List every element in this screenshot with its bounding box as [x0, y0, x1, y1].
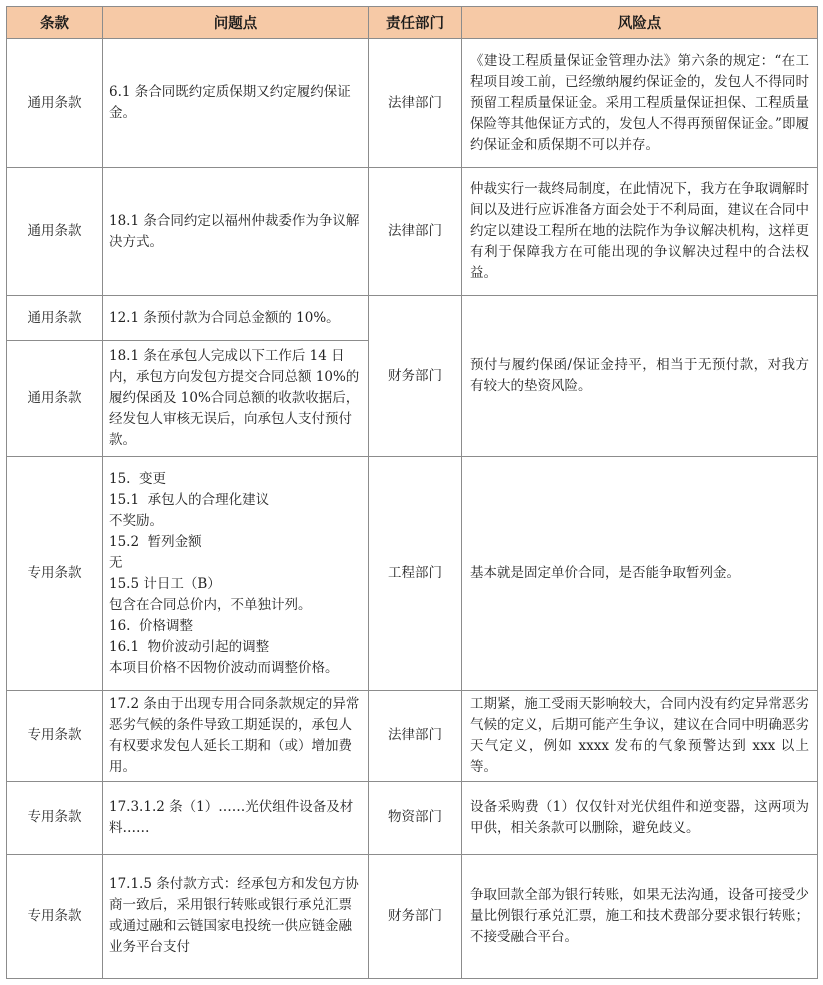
table-row: [7, 168, 818, 296]
issue-line: 不奖励。: [109, 512, 163, 529]
clause-cell: 通用条款: [7, 39, 103, 168]
header-dept: 责任部门: [369, 7, 462, 39]
issue-cell: 17.2 条由于出现专用合同条款规定的异常恶劣气候的条件导致工期延误的，承包人有权要求发包人延长工期和（或）增加费用。: [103, 690, 369, 781]
clause-cell: 通用条款: [7, 168, 103, 296]
issue-cell: 12.1 条预付款为合同总金额的 10%。: [103, 296, 369, 341]
clause-cell: 专用条款: [7, 854, 103, 978]
table-row: [7, 457, 818, 690]
clause-cell: 通用条款: [7, 296, 103, 341]
table-row: [7, 781, 818, 854]
issue-cell: [103, 457, 369, 690]
issue-cell: 6.1 条合同既约定质保期又约定履约保证金。: [103, 39, 369, 168]
issue-line: 16.1 物价波动引起的调整: [109, 638, 270, 655]
dept-cell: 财务部门: [369, 854, 462, 978]
dept-cell: 法律部门: [369, 168, 462, 296]
header-risk: 风险点: [462, 7, 818, 39]
table-row: [7, 690, 818, 781]
risk-cell: 设备采购费（1）仅仅针对光伏组件和逆变器，这两项为甲供，相关条款可以删除，避免歧义。: [462, 781, 818, 854]
issue-line: 本项目价格不因物价波动而调整价格。: [109, 659, 339, 676]
dept-cell: 财务部门: [369, 296, 462, 457]
dept-cell: 工程部门: [369, 457, 462, 690]
issue-cell: 17.1.5 条付款方式：经承包方和发包方协商一致后，采用银行转账或银行承兑汇票或通过融和云链国家电投统一供应链金融业务平台支付: [103, 854, 369, 978]
clause-cell: 专用条款: [7, 781, 103, 854]
issue-cell: 18.1 条合同约定以福州仲裁委作为争议解决方式。: [103, 168, 369, 296]
dept-cell: 物资部门: [369, 781, 462, 854]
contract-risk-table: [6, 6, 818, 979]
clause-cell: 专用条款: [7, 690, 103, 781]
risk-cell: 《建设工程质量保证金管理办法》第六条的规定：“在工程项目竣工前，已经缴纳履约保证金的，发包人不得同时预留工程质量保证金。采用工程质量保证担保、工程质量保险等其他保证方式的，发包人不得再预留保证金。”即履约保证金和质保期不可以并存。: [462, 39, 818, 168]
header-clause: 条款: [7, 7, 103, 39]
clause-cell: 通用条款: [7, 341, 103, 457]
risk-cell: 预付与履约保函/保证金持平，相当于无预付款，对我方有较大的垫资风险。: [462, 296, 818, 457]
table-row: [7, 854, 818, 978]
issue-line: 无: [109, 554, 123, 571]
header-row: [7, 7, 818, 39]
table-row: [7, 39, 818, 168]
risk-cell: 基本就是固定单价合同，是否能争取暂列金。: [462, 457, 818, 690]
issue-line: 包含在合同总价内，不单独计列。: [109, 596, 312, 613]
clause-cell: 专用条款: [7, 457, 103, 690]
issue-line: 16. 价格调整: [109, 617, 194, 634]
header-issue: 问题点: [103, 7, 369, 39]
issue-cell: 17.3.1.2 条（1）……光伏组件设备及材料……: [103, 781, 369, 854]
issue-line: 15. 变更: [109, 470, 167, 487]
risk-cell: 工期紧，施工受雨天影响较大，合同内没有约定异常恶劣气候的定义，后期可能产生争议，建议在合同中明确恶劣天气定义，例如 xxxx 发布的气象预警达到 xxx 以上等。: [462, 690, 818, 781]
issue-line: 15.5 计日工（B）: [109, 575, 221, 592]
table-row: [7, 296, 818, 341]
issue-cell: 18.1 条在承包人完成以下工作后 14 日内，承包方向发包方提交合同总额 10%的履约保函及 10%合同总额的收款收据后，经发包人审核无误后，向承包人支付预付款。: [103, 341, 369, 457]
issue-line: 15.1 承包人的合理化建议: [109, 491, 270, 508]
risk-cell: 仲裁实行一裁终局制度，在此情况下，我方在争取调解时间以及进行应诉准备方面会处于不利局面，建议在合同中约定以建设工程所在地的法院作为争议解决机构，这样更有利于保障我方在可能出现的争议解决过程中的合法权益。: [462, 168, 818, 296]
dept-cell: 法律部门: [369, 39, 462, 168]
dept-cell: 法律部门: [369, 690, 462, 781]
risk-cell: 争取回款全部为银行转账，如果无法沟通，设备可接受少量比例银行承兑汇票，施工和技术费部分要求银行转账；不接受融合平台。: [462, 854, 818, 978]
issue-line: 15.2 暂列金额: [109, 533, 202, 550]
